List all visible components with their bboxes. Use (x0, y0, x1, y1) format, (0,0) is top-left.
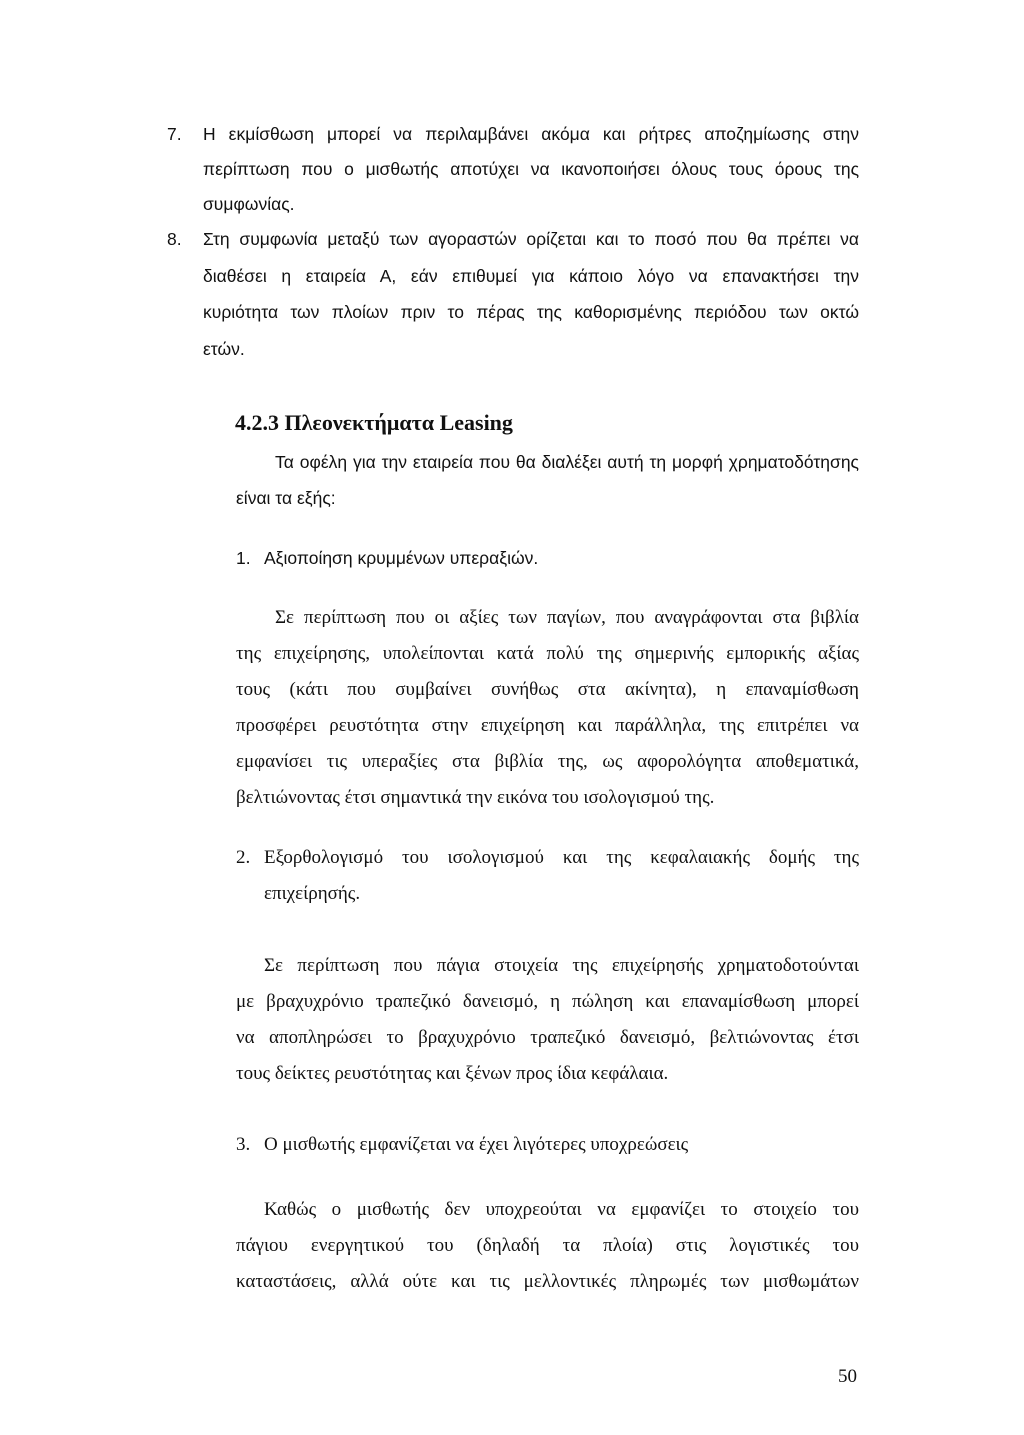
list-number: 3. (236, 1134, 251, 1155)
paragraph-line: να αποπληρώσει το βραχυχρόνιο τραπεζικό δανεισμό, βελτιώνοντας έτσι (236, 1027, 859, 1048)
paragraph-line: με βραχυχρόνιο τραπεζικό δανεισμό, η πώληση και επαναμίσθωση μπορεί (236, 991, 859, 1012)
paragraph-line: τους (κάτι που συμβαίνει συνήθως στα ακίνητα), η επαναμίσθωση (236, 679, 859, 700)
list-number: 2. (236, 847, 251, 868)
paragraph-line: Σε περίπτωση που οι αξίες των παγίων, που αναγράφονται στα βιβλία (275, 607, 859, 628)
paragraph-line: περίπτωση που ο μισθωτής αποτύχει να ικανοποιήσει όλους τους όρους της (203, 159, 859, 179)
paragraph-line: κυριότητα των πλοίων πριν το πέρας της καθορισμένης περιόδου των οκτώ (203, 302, 859, 322)
paragraph-line: πάγιου ενεργητικού του (δηλαδή τα πλοία) στις λογιστικές του (236, 1235, 859, 1256)
section-heading: 4.2.3 Πλεονεκτήματα Leasing (235, 410, 513, 435)
list-item-title: Ο μισθωτής εμφανίζεται να έχει λιγότερες υποχρεώσεις (264, 1134, 689, 1155)
paragraph-line: εμφανίσει τις υπεραξίες στα βιβλία της, ως αφορολόγητα αποθεματικά, (236, 751, 859, 772)
paragraph-line: Στη συμφωνία μεταξύ των αγοραστών ορίζεται και το ποσό που θα πρέπει να (203, 229, 859, 249)
list-item-title: Εξορθολογισμό του ισολογισμού και της κεφαλαιακής δομής της (264, 847, 859, 868)
list-item-title: Αξιοποίηση κρυμμένων υπεραξιών. (264, 548, 539, 568)
paragraph-line: είναι τα εξής: (236, 488, 336, 508)
list-item-title: επιχείρησής. (264, 883, 361, 904)
paragraph-line: Τα οφέλη για την εταιρεία που θα διαλέξει αυτή τη μορφή χρηματοδότησης (275, 452, 859, 472)
paragraph-line: βελτιώνοντας έτσι σημαντικά την εικόνα του ισολογισμού της. (236, 787, 715, 808)
paragraph-line: τους δείκτες ρευστότητας και ξένων προς ίδια κεφάλαια. (236, 1063, 669, 1084)
paragraph-line: Σε περίπτωση που πάγια στοιχεία της επιχείρησής χρηματοδοτούνται (264, 955, 859, 976)
paragraph-line: συμφωνίας. (203, 194, 295, 214)
list-number: 1. (236, 548, 251, 568)
paragraph-line: διαθέσει η εταιρεία Α, εάν επιθυμεί για κάποιο λόγο να επανακτήσει την (203, 266, 859, 286)
list-number: 8. (167, 229, 182, 249)
paragraph-line: Η εκμίσθωση μπορεί να περιλαμβάνει ακόμα και ρήτρες αποζημίωσης στην (203, 124, 859, 144)
page-number: 50 (838, 1366, 857, 1387)
paragraph-line: προσφέρει ρευστότητα στην επιχείρηση και παράλληλα, της επιτρέπει να (236, 715, 859, 736)
paragraph-line: της επιχείρησης, υπολείπονται κατά πολύ της σημερινής εμπορικής αξίας (236, 643, 859, 664)
paragraph-line: καταστάσεις, αλλά ούτε και τις μελλοντικές πληρωμές των μισθωμάτων (236, 1271, 859, 1292)
list-number: 7. (167, 124, 182, 144)
paragraph-line: ετών. (203, 339, 245, 359)
paragraph-line: Καθώς ο μισθωτής δεν υποχρεούται να εμφανίζει το στοιχείο του (264, 1199, 859, 1220)
